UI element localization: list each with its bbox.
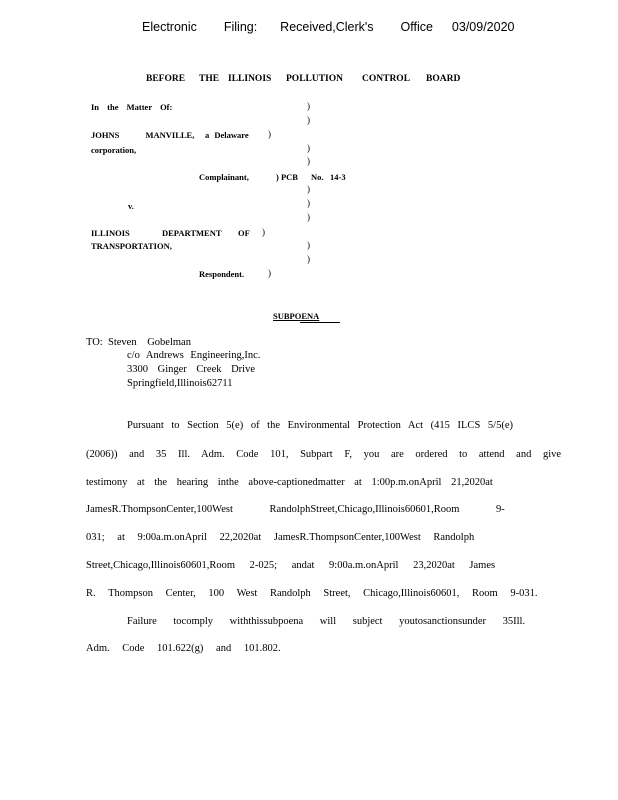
- caption-case-number: 14-3: [330, 172, 346, 182]
- stamp-label-office: Office: [400, 20, 433, 34]
- caption-complainant-role: Complainant,: [199, 172, 249, 182]
- caption-no: No.: [311, 172, 324, 182]
- title-underline: [300, 322, 340, 323]
- caption-paren: ): [307, 240, 310, 250]
- caption-complainant-corp: corporation,: [91, 145, 137, 155]
- caption-paren: ): [262, 227, 265, 237]
- paragraph1-line: JamesR.ThompsonCenter,100West RandolphStreet,Chicago,Illinois60601,Room 9-: [86, 504, 505, 515]
- paragraph1-line: 031; at 9:00a.m.onApril 22,2020at JamesR.ThompsonCenter,100West Randolph: [86, 532, 475, 543]
- board-word-before: BEFORE: [146, 74, 186, 84]
- caption-complainant-name: JOHNS MANVILLE,: [91, 130, 195, 140]
- stamp-label-filing: Filing:: [223, 20, 258, 34]
- caption-paren: ): [307, 101, 310, 111]
- paragraph1-line: R. Thompson Center, 100 West Randolph Street, Chicago,Illinois60601, Room 9-031.: [86, 588, 538, 599]
- caption-paren: ): [307, 184, 310, 194]
- caption-paren: ): [307, 254, 310, 264]
- board-word-illinois: ILLINOIS: [228, 74, 272, 84]
- caption-complainant-desc: a Delaware: [205, 130, 249, 140]
- addressee-line3: Springfield,Illinois62711: [127, 378, 233, 389]
- caption-pcb: ) PCB: [276, 172, 298, 182]
- caption-paren: ): [307, 198, 310, 208]
- caption-paren: ): [307, 156, 310, 166]
- board-word-the: THE: [199, 74, 220, 84]
- caption-respondent-name-1: ILLINOIS: [91, 228, 130, 238]
- stamp-label-electronic: Electronic: [142, 20, 197, 34]
- paragraph1-line: (2006)) and 35 Ill. Adm. Code 101, Subpart F, you are ordered to attend and give: [86, 449, 562, 460]
- stamp-date: 03/09/2020: [451, 20, 515, 34]
- caption-respondent-name-3: OF: [238, 228, 250, 238]
- addressee-line1: c/o Andrews Engineering,Inc.: [127, 350, 261, 361]
- caption-matter-of: In the Matter Of:: [91, 102, 173, 112]
- caption-paren: ): [268, 129, 271, 139]
- addressee-line2: 3300 Ginger Creek Drive: [127, 364, 256, 375]
- filing-stamp: [142, 20, 514, 34]
- paragraph1-line: Street,Chicago,Illinois60601,Room 2-025; andat 9:00a.m.onApril 23,2020at James: [86, 560, 496, 571]
- addressee-name: Steven Gobelman: [108, 337, 191, 348]
- caption-paren: ): [307, 143, 310, 153]
- caption-paren: ): [307, 115, 310, 125]
- board-word-control: CONTROL: [362, 74, 411, 84]
- paragraph1-line: Pursuant to Section 5(e) of the Environmental Protection Act (415 ILCS 5/5(e): [127, 420, 513, 431]
- caption-paren: ): [268, 268, 271, 278]
- caption-paren: ): [307, 212, 310, 222]
- to-label: TO:: [86, 337, 103, 348]
- caption-respondent-name-2: DEPARTMENT: [162, 228, 222, 238]
- caption-respondent-name-4: TRANSPORTATION,: [91, 241, 172, 251]
- paragraph2-line: Adm. Code 101.622(g) and 101.802.: [86, 643, 281, 654]
- caption-respondent-role: Respondent.: [199, 269, 245, 279]
- paragraph2-line: Failure tocomply withthissubpoena will subject youtosanctionsunder 35Ill.: [127, 616, 526, 627]
- paragraph1-line: testimony at the hearing inthe above-captionedmatter at 1:00p.m.onApril 21,2020at: [86, 477, 493, 488]
- board-word-pollution: POLLUTION: [286, 74, 344, 84]
- stamp-label-received: Received,Clerk's: [280, 20, 374, 34]
- caption-versus: v.: [128, 201, 134, 211]
- document-title: SUBPOENA: [273, 311, 320, 321]
- board-word-board: BOARD: [426, 74, 461, 84]
